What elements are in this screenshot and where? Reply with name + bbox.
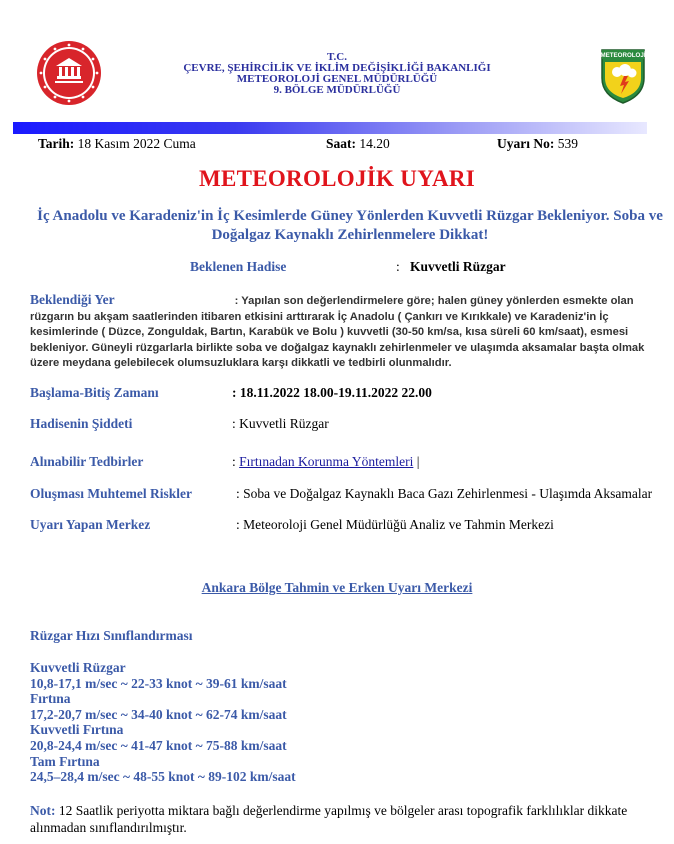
- expected-event-label: Beklenen Hadise: [190, 259, 287, 274]
- time-value: 14.20: [359, 136, 390, 151]
- header-directorate: METEOROLOJİ GENEL MÜDÜRLÜĞÜ: [236, 73, 438, 85]
- date-field: [38, 136, 196, 152]
- class-name-full-storm: Tam Fırtına: [30, 753, 100, 769]
- class-name-storm: Fırtına: [30, 691, 71, 707]
- note-text: 12 Saatlik periyotta miktara bağlı değerlendirme yapılmış ve bölgeler arası topografik farklılıklar dikkate alınmadan sınıflandırılmıştır.: [30, 803, 628, 835]
- header-regional-directorate: 9. BÖLGE MÜDÜRLÜĞÜ: [273, 84, 401, 96]
- measures-label: Alınabilir Tedbirler: [30, 454, 144, 469]
- header-tc: T.C.: [327, 51, 347, 63]
- warning-headline: İç Anadolu ve Karadeniz'in İç Kesimlerde Güney Yönlerden Kuvvetli Rüzgar Bekleniyor. Soba ve Doğalgaz Kaynaklı Zehirlenmelere Dikkat!: [37, 208, 663, 243]
- class-range-strong-storm: 20,8-24,4 m/sec ~ 41-47 knot ~ 75-88 km/saat: [30, 737, 287, 753]
- page-title: METEOROLOJİK UYARI: [198, 166, 476, 191]
- warning-number-label: Uyarı No:: [497, 136, 555, 151]
- issuing-center-value: : Meteoroloji Genel Müdürlüğü Analiz ve Tahmin Merkezi: [236, 517, 554, 532]
- expected-event-separator: :: [396, 259, 400, 274]
- class-name-strong-storm: Kuvvetli Fırtına: [30, 722, 124, 738]
- time-label: Saat:: [326, 136, 356, 151]
- measures-prefix: :: [232, 454, 240, 469]
- header-ministry: ÇEVRE, ŞEHİRCİLİK VE İKLİM DEĞİŞİKLİĞİ BAKANLIĞI: [183, 62, 491, 74]
- risks-value: : Soba ve Doğalgaz Kaynaklı Baca Gazı Zehirlenmesi - Ulaşımda Aksamalar: [236, 486, 653, 501]
- header-block: [0, 52, 674, 96]
- measures-suffix: |: [413, 454, 420, 469]
- start-end-label: Başlama-Bitiş Zamanı: [30, 385, 159, 400]
- storm-protection-methods-link[interactable]: Fırtınadan Korunma Yöntemleri: [239, 454, 414, 469]
- regional-center-link[interactable]: Ankara Bölge Tahmin ve Erken Uyarı Merkezi: [201, 580, 473, 595]
- header-divider-bar: [13, 122, 647, 134]
- start-end-value: : 18.11.2022 18.00-19.11.2022 22.00: [232, 385, 432, 400]
- expected-event-value: Kuvvetli Rüzgar: [410, 259, 506, 274]
- expected-area-paragraph: [30, 292, 662, 372]
- date-value: 18 Kasım 2022 Cuma: [77, 136, 196, 151]
- warning-number-value: 539: [557, 136, 578, 151]
- class-range-strong-wind: 10,8-17,1 m/sec ~ 22-33 knot ~ 39-61 km/saat: [30, 675, 287, 691]
- expected-area-label: Beklendiği Yer: [30, 292, 115, 307]
- class-name-strong-wind: Kuvvetli Rüzgar: [30, 660, 126, 675]
- date-label: Tarih:: [38, 136, 75, 151]
- classification-title: Rüzgar Hızı Sınıflandırması: [30, 628, 193, 643]
- class-range-storm: 17,2-20,7 m/sec ~ 34-40 knot ~ 62-74 km/saat: [30, 706, 287, 722]
- severity-label: Hadisenin Şiddeti: [30, 416, 133, 431]
- severity-value: : Kuvvetli Rüzgar: [232, 416, 329, 431]
- class-range-full-storm: 24,5–28,4 m/sec ~ 48-55 knot ~ 89-102 km/saat: [30, 769, 296, 785]
- classification-list: [30, 660, 296, 785]
- logo-lettering: METEOROLOJİ: [600, 52, 646, 59]
- warning-number-field: [497, 136, 578, 152]
- time-field: [326, 136, 390, 152]
- measures-value: [232, 454, 419, 470]
- note-label: Not:: [30, 803, 56, 818]
- issuing-center-label: Uyarı Yapan Merkez: [30, 517, 151, 532]
- footnote: [30, 802, 660, 836]
- expected-area-text: : Yapılan son değerlendirmelere göre; halen güney yönlerden esmekte olan rüzgarın bu akşam saatlerinden itibaren etkisini arttırarak İç Anadolu ( Çankırı ve Kırıkkale) ve Karadeniz'in İç kesimlerinde ( Düzce, Zonguldak, Bartın, Karabük ve Bolu ) kuvvetli (30-50 km/sa, kısa süreli 60 km/saat), esmesi bekleniyor. Güneyli rüzgarlarla birlikte soba ve doğalgaz kaynaklı zehirlenmeler ve ulaşımda aksamalar başta olmak üzere meydana gelebilecek olumsuzluklara karşı dikkatli ve tedbirli olunmalıdır.: [30, 295, 645, 370]
- risks-label: Oluşması Muhtemel Riskler: [30, 486, 192, 501]
